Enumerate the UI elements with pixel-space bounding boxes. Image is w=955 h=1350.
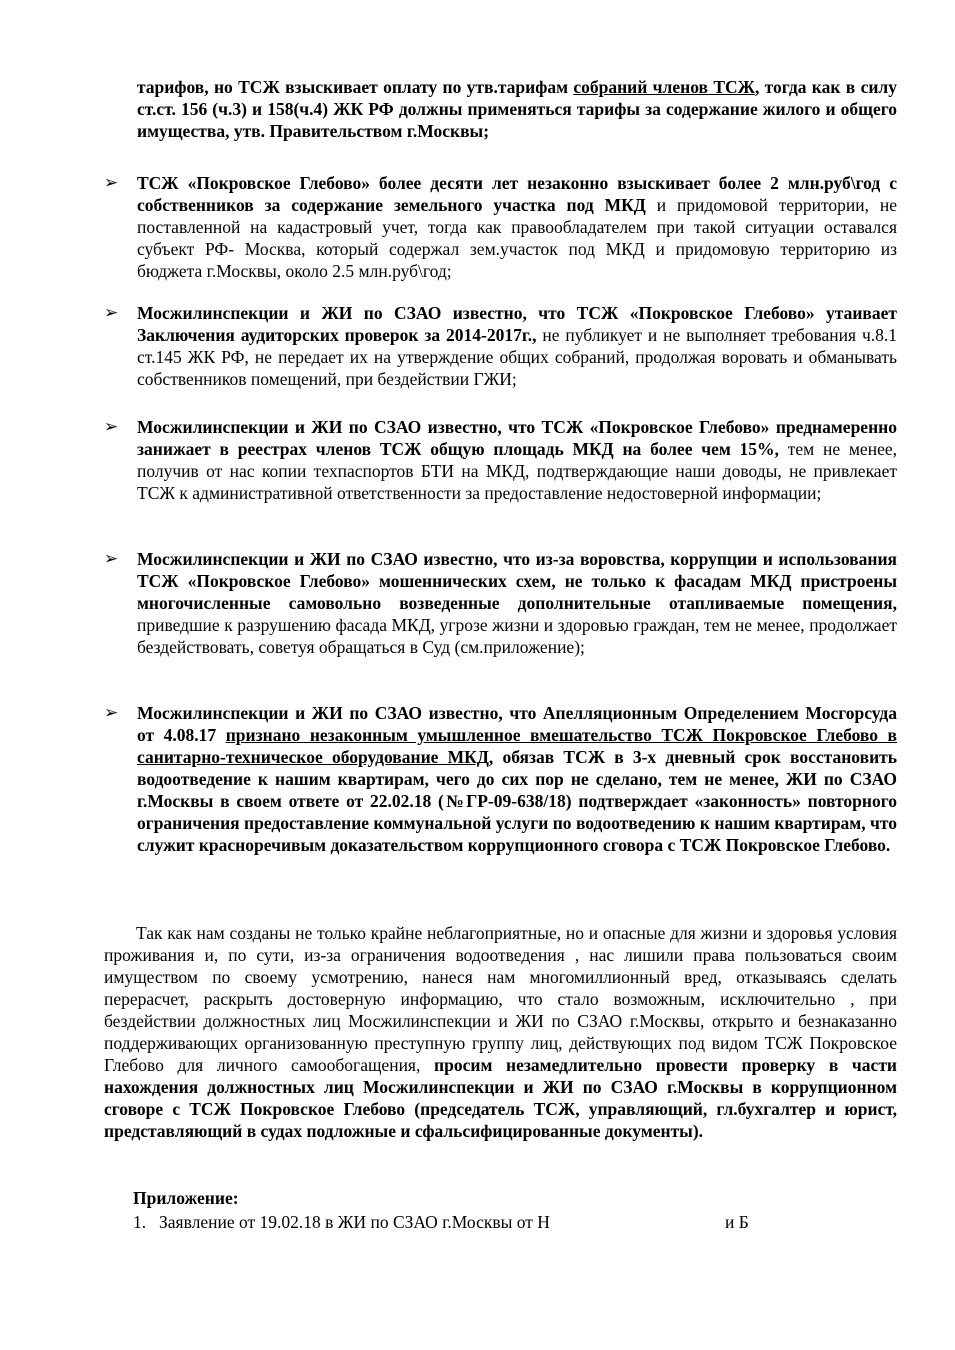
closing-request: просим незамедлительно провести проверку в части нахождения должностных лиц Мосжилинспекции и ЖИ по СЗАО г.Москвы в коррупционном сговоре с ТСЖ Покровское Глебово (председатель ТСЖ, управляющий, гл.бухгалтер и юрист, представляющий в судах подложные и сфальсифицированные документы). <box>104 1055 897 1141</box>
appendix-title: Приложение: <box>133 1188 239 1208</box>
closing-text: Так как нам созданы не только крайне неблагоприятные, но и опасные для жизни и здоровья условия проживания и, по сути, из-за ограничения водоотведения , нас лишили права пользоваться своим имуществом по своему усмотрению, нанеся нам многомиллионный вред, отказываясь сделать перерасчет, раскрыть достоверную информацию, что стало возможным, исключительно , при бездействии должностных лиц Мосжилинспекции и ЖИ по СЗАО г.Москвы, открыто и безнаказанно поддерживающих организованную преступную группу лиц, действующих под видом ТСЖ Покровское Глебово для личного самообогащения, <box>104 923 897 1075</box>
list-item-normal: и придомовой территории, не поставленной на кадастровый учет, тогда как правообладателем при такой ситуации оставался субъект РФ- Москва, который содержал зем.участок под МКД и придомовую территорию из бюджета г.Москвы, около 2.5 млн.руб\год; <box>137 195 898 281</box>
list-item <box>137 702 897 856</box>
list-item-bold: Мосжилинспекции и ЖИ по СЗАО известно, что ТСЖ «Покровское Глебово» преднамеренно занижает в реестрах членов ТСЖ общую площадь МКД на более чем 15%, <box>137 417 897 459</box>
intro-text-1: тарифов, но ТСЖ взыскивает оплату по утв.тарифам <box>137 77 574 97</box>
list-item-normal: не публикует и не выполняет требования ч.8.1 ст.145 ЖК РФ, не передает их на утверждение общих собраний, продолжая воровать и обманывать собственников помещений, при бездействии ГЖИ; <box>137 325 897 389</box>
list-item <box>137 548 897 658</box>
list-item-bold-b: , обязав ТСЖ в 3-х дневный срок восстановить водоотведение к нашим квартирам, чего до сих пор не сделано, тем не менее, ЖИ по СЗАО г.Москвы в своем ответе от 22.02.18 (№ГР-09-638/18) подтверждает «законность» повторного ограничения предоставление коммунальной услуги по водоотведению к нашим квартирам, что служит красноречивым доказательством коррупционного сговора с ТСЖ Покровское Глебово. <box>137 747 898 855</box>
list-item <box>137 416 897 504</box>
list-item-bold: ТСЖ «Покровское Глебово» более десяти лет незаконно взыскивает более 2 млн.руб\год с собственников за содержание земельного участка под МКД <box>137 173 897 215</box>
bullet-arrow-icon: ➢ <box>104 303 119 323</box>
bullet-arrow-icon: ➢ <box>104 173 119 193</box>
bullet-arrow-icon: ➢ <box>104 417 119 437</box>
intro-text-underlined: собраний членов ТСЖ <box>573 77 755 97</box>
bullet-arrow-icon: ➢ <box>104 703 119 723</box>
list-item-bold-underlined: признано незаконным умышленное вмешательство ТСЖ Покровское Глебово в санитарно-техническое оборудование МКД <box>137 725 897 767</box>
appendix-item <box>133 1211 833 1233</box>
intro-paragraph <box>137 76 897 142</box>
bullet-arrow-icon: ➢ <box>104 549 119 569</box>
appendix-item-number: 1. <box>133 1212 147 1232</box>
appendix-item-text: Заявление от 19.02.18 в ЖИ по СЗАО г.Москвы от Н <box>159 1212 550 1232</box>
list-item-bold-a: Мосжилинспекции и ЖИ по СЗАО известно, что Апелляционным Определением Мосгорсуда от 4.08.17 <box>137 703 897 745</box>
closing-paragraph <box>104 922 897 1142</box>
intro-text-3: , тогда как в силу ст.ст. 156 (ч.3) и 158(ч.4) ЖК РФ должны применяться тарифы за содержание жилого и общего имущества, утв. Правительством г.Москвы; <box>137 77 897 141</box>
list-item-bold: Мосжилинспекции и ЖИ по СЗАО известно, что из-за воровства, коррупции и использования ТСЖ «Покровское Глебово» мошеннических схем, не только к фасадам МКД пристроены многочисленные самовольно возведенные дополнительные отапливаемые помещения, <box>137 549 897 613</box>
list-item-normal: приведшие к разрушению фасада МКД, угрозе жизни и здоровью граждан, тем не менее, продолжает бездействовать, советуя обращаться в Суд (см.приложение); <box>137 615 897 657</box>
list-item <box>137 172 897 282</box>
appendix-item-tail: и Б <box>725 1212 749 1232</box>
list-item-normal: тем не менее, получив от нас копии техпаспортов БТИ на МКД, подтверждающие наши доводы, не привлекает ТСЖ к административной ответственности за предоставление недостоверной информации; <box>137 439 897 503</box>
list-item <box>137 302 897 390</box>
list-item-bold: Мосжилинспекции и ЖИ по СЗАО известно, что ТСЖ «Покровское Глебово» утаивает Заключения аудиторских проверок за 2014-2017г., <box>137 303 897 345</box>
